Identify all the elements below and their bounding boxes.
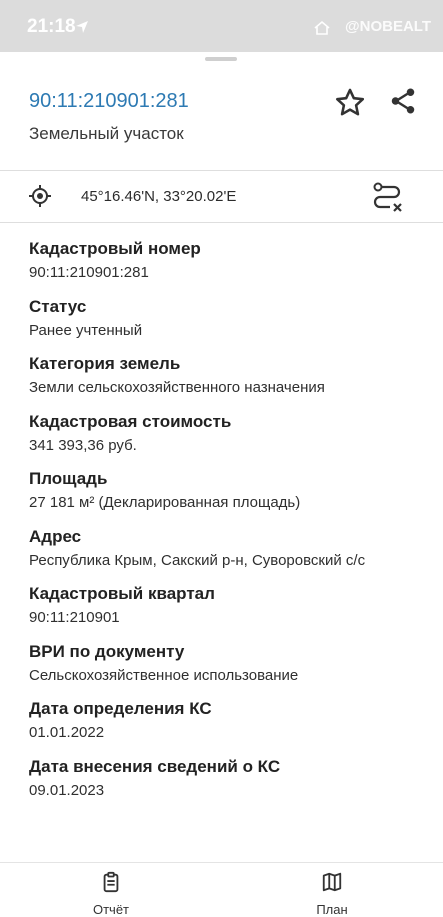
field-value: Земли сельскохозяйственного назначения bbox=[29, 379, 325, 396]
coordinates[interactable]: 45°16.46'N, 33°20.02'E bbox=[81, 188, 237, 205]
nav-plan-label: План bbox=[316, 902, 348, 917]
field-value: 27 181 м² (Декларированная площадь) bbox=[29, 494, 301, 511]
star-icon[interactable] bbox=[333, 86, 367, 120]
field-value[interactable]: 90:11:210901 bbox=[29, 609, 120, 626]
field-cadastral-number bbox=[29, 239, 201, 282]
field-cadastral-quarter bbox=[29, 584, 215, 627]
field-value: 90:11:210901:281 bbox=[29, 264, 149, 281]
location-arrow-icon bbox=[75, 20, 89, 34]
field-area bbox=[29, 469, 300, 512]
nav-report-label: Отчёт bbox=[92, 902, 130, 917]
field-cost-determination-date bbox=[29, 699, 212, 742]
status-time: 21:18 bbox=[27, 16, 76, 37]
status-bar bbox=[0, 0, 443, 52]
bottom-navigation bbox=[0, 862, 443, 917]
share-icon[interactable] bbox=[388, 86, 418, 116]
field-label: Дата внесения сведений о КС bbox=[29, 757, 281, 776]
my-location-icon[interactable] bbox=[28, 184, 52, 208]
field-label: Кадастровый номер bbox=[29, 239, 201, 258]
clipboard-icon bbox=[100, 871, 122, 893]
map-icon bbox=[321, 871, 343, 893]
field-value: Ранее учтенный bbox=[29, 322, 143, 339]
field-cadastral-cost bbox=[29, 412, 231, 455]
field-status bbox=[29, 297, 142, 340]
nav-plan-button[interactable] bbox=[292, 871, 372, 917]
field-label: Кадастровая стоимость bbox=[29, 412, 232, 431]
object-type: Земельный участок bbox=[29, 124, 184, 143]
field-value: 01.01.2022 bbox=[29, 724, 105, 741]
sheet-drag-handle[interactable] bbox=[205, 57, 237, 61]
home-icon bbox=[313, 20, 331, 36]
field-permitted-use bbox=[29, 642, 298, 685]
field-label: Дата определения КС bbox=[29, 699, 212, 718]
field-label: Площадь bbox=[29, 469, 108, 488]
cadastral-number-title[interactable]: 90:11:210901:281 bbox=[29, 90, 189, 112]
field-label: ВРИ по документу bbox=[29, 642, 185, 661]
field-label: Статус bbox=[29, 297, 87, 316]
field-address bbox=[29, 527, 365, 570]
nav-report-button[interactable] bbox=[71, 871, 151, 917]
field-land-category bbox=[29, 354, 325, 397]
divider bbox=[0, 222, 443, 223]
field-label: Категория земель bbox=[29, 354, 181, 373]
field-value: Сельскохозяйственное использование bbox=[29, 667, 299, 684]
field-cost-entry-date bbox=[29, 757, 280, 800]
field-label: Кадастровый квартал bbox=[29, 584, 215, 603]
bottom-sheet bbox=[0, 52, 443, 910]
field-value: Республика Крым, Сакский р-н, Суворовский с/с bbox=[29, 552, 366, 569]
route-clear-icon[interactable] bbox=[370, 180, 406, 216]
divider bbox=[0, 170, 443, 171]
field-value: 09.01.2023 bbox=[29, 782, 105, 799]
field-value: 341 393,36 руб. bbox=[29, 437, 137, 454]
status-watermark: @NOBEALT bbox=[344, 18, 431, 35]
field-label: Адрес bbox=[29, 527, 82, 546]
